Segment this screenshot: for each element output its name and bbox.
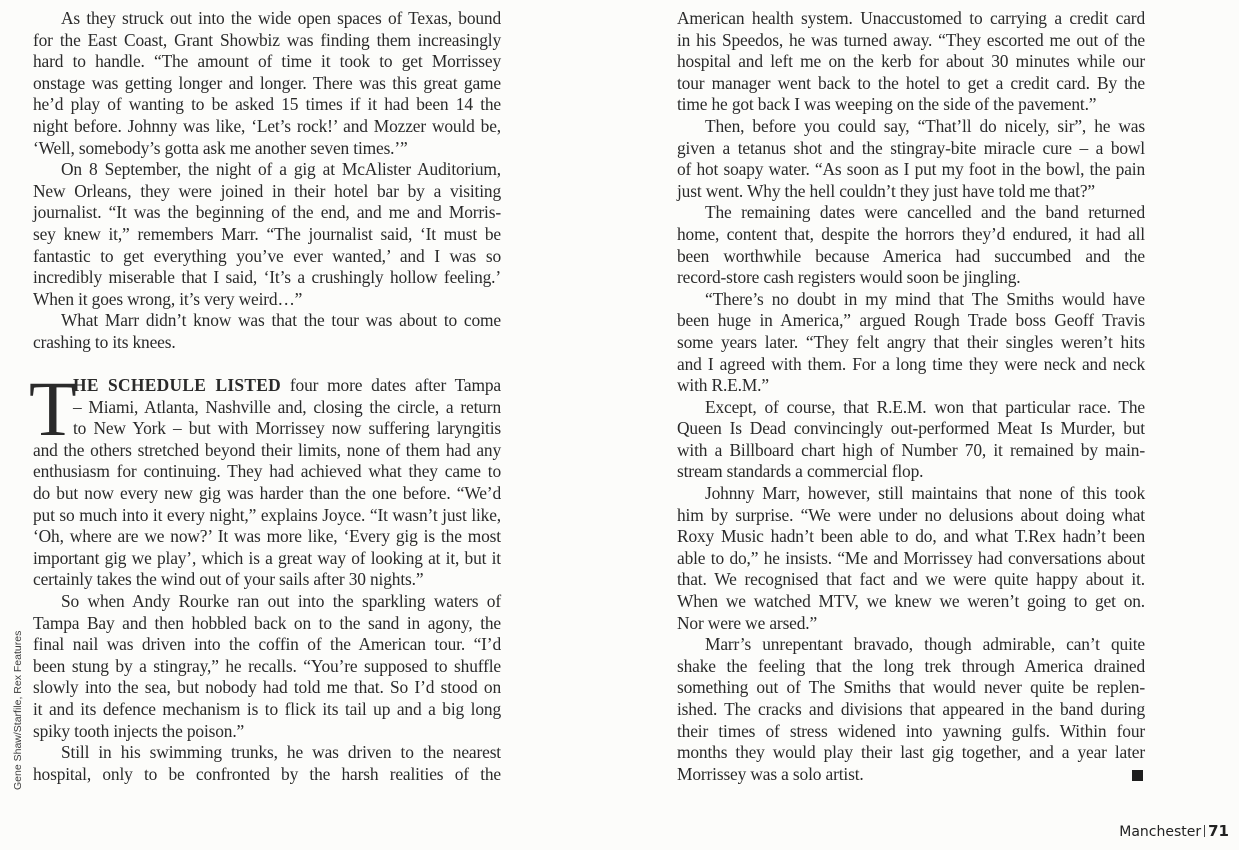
paragraph bbox=[33, 591, 501, 742]
text-line: Tampa Bay and then hobbled back on to the sand in agony, the bbox=[33, 612, 501, 633]
section-gap bbox=[33, 354, 501, 376]
paragraph bbox=[677, 202, 1145, 288]
text-line: What Marr didn’t know was that the tour was about to come bbox=[61, 310, 501, 331]
text-line bbox=[677, 764, 1145, 786]
text-line: On 8 September, the night of a gig at McAlister Auditorium, bbox=[61, 159, 501, 180]
right-column bbox=[677, 8, 1145, 785]
text-line: – Miami, Atlanta, Nashville and, closing the circle, a return bbox=[73, 396, 501, 417]
text-line: been stung by a stingray,” he recalls. “You’re supposed to shuffle bbox=[33, 655, 501, 676]
photo-credit: Gene Shaw/Starfile, Rex Features bbox=[12, 630, 24, 790]
folio-divider bbox=[1204, 825, 1205, 837]
text-line: New Orleans, they were joined in their hotel bar by a visiting bbox=[33, 180, 501, 201]
text-line: been huge in America,” argued Rough Trade boss Geoff Travis bbox=[677, 310, 1145, 331]
text-line: Marr’s unrepentant bravado, though admirable, can’t quite bbox=[705, 634, 1145, 655]
section-opening bbox=[29, 365, 501, 591]
text-line: sey knew it,” remembers Marr. “The journalist said, ‘It must be bbox=[33, 223, 501, 244]
paragraph bbox=[677, 289, 1145, 397]
text-line: Then, before you could say, “That’ll do nicely, sir”, he was bbox=[705, 115, 1145, 136]
text-line: that. We recognised that fact and we were quite happy about it. bbox=[677, 569, 1145, 590]
text-line: with a Billboard chart high of Number 70, it remained by main- bbox=[677, 439, 1145, 460]
text-line: night before. Johnny was like, ‘Let’s rock!’ and Mozzer would be, bbox=[33, 115, 501, 136]
text-line: of hot soapy water. “As soon as I put my foot in the bowl, the pain bbox=[677, 159, 1145, 180]
page-number: 71 bbox=[1208, 822, 1229, 840]
text-line: certainly takes the wind out of your sails after 30 nights.” bbox=[33, 569, 424, 590]
text-line: time he got back I was weeping on the side of the pavement.” bbox=[677, 94, 1097, 115]
text-line bbox=[33, 375, 501, 397]
text-line: slowly into the sea, but nobody had told me that. So I’d stood on bbox=[33, 677, 501, 698]
text-line: been worthwhile because America had succumbed and the bbox=[677, 245, 1145, 266]
text-line: When it goes wrong, it’s very weird…” bbox=[33, 288, 303, 309]
text-line: ‘Well, somebody’s gotta ask me another seven times.’” bbox=[33, 137, 408, 158]
text-line: put so much into it every night,” explains Joyce. “It wasn’t just like, bbox=[33, 504, 501, 525]
text-line: shake the feeling that the long trek through America drained bbox=[677, 655, 1145, 676]
text-line: for the East Coast, Grant Showbiz was finding them increasingly bbox=[33, 29, 501, 50]
text-line: to New York – but with Morrissey now suffering laryngitis bbox=[73, 418, 501, 439]
text-line: in his Speedos, he was turned away. “They escorted me out of the bbox=[677, 29, 1145, 50]
text-line: incredibly miserable that I said, ‘It’s a crushingly hollow feeling.’ bbox=[33, 267, 501, 288]
text-line: As they struck out into the wide open spaces of Texas, bound bbox=[61, 8, 501, 28]
text-line: their times of stress widened into yawning gulfs. Within four bbox=[677, 720, 1145, 741]
text-line: important gig we play’, which is a great way of looking at it, but it bbox=[33, 547, 501, 568]
text-line: and I agreed with them. For a long time they were neck and neck bbox=[677, 353, 1145, 374]
text-line: So when Andy Rourke ran out into the sparkling waters of bbox=[61, 591, 501, 612]
text-line: hospital, only to be confronted by the harsh realities of the bbox=[33, 763, 501, 784]
text-line: hospital and left me on the kerb for about 30 minutes while our bbox=[677, 51, 1145, 72]
paragraph bbox=[33, 8, 501, 159]
text-line: some years later. “They felt angry that their singles weren’t hits bbox=[677, 331, 1145, 352]
text-line: tour manager went back to the hotel to get a credit card. By the bbox=[677, 72, 1145, 93]
text-line: do but now every new gig was harder than the one before. “We’d bbox=[33, 483, 501, 504]
text-line: Except, of course, that R.E.M. won that particular race. The bbox=[705, 396, 1145, 417]
text-line: ‘Oh, where are we now?’ It was more like, ‘Every gig is the most bbox=[33, 526, 501, 547]
text-line: journalist. “It was the beginning of the end, and me and Morris- bbox=[33, 202, 501, 223]
paragraph bbox=[33, 159, 501, 310]
drop-cap: T bbox=[29, 365, 77, 453]
text-line: Queen Is Dead convincingly out-performed Meat Is Murder, but bbox=[677, 418, 1145, 439]
text-line: Nor were we arsed.” bbox=[677, 612, 818, 633]
text-line: given a tetanus shot and the stingray-bite miracle cure – a bowl bbox=[677, 137, 1145, 158]
text-line: The remaining dates were cancelled and the band returned bbox=[705, 202, 1145, 223]
paragraph bbox=[33, 742, 501, 785]
text-line: record-store cash registers would soon be jingling. bbox=[677, 267, 1021, 288]
text-line: it and its defence mechanism is to flick its tail up and a big long bbox=[33, 699, 501, 719]
paragraph bbox=[677, 116, 1145, 202]
section-name: Manchester bbox=[1119, 824, 1202, 840]
text-line: crashing to its knees. bbox=[33, 331, 176, 352]
section-lead-in: HE SCHEDULE LISTED bbox=[73, 375, 282, 396]
text-line: final nail was driven into the coffin of the American tour. “I’d bbox=[33, 634, 501, 655]
end-of-article-square-icon bbox=[1132, 770, 1143, 781]
text-line: spiky tooth injects the poison.” bbox=[33, 720, 245, 741]
text-line: him by surprise. “We were under no delusions about doing what bbox=[677, 504, 1145, 525]
text-line: fantastic to get everything you’ve ever wanted,’ and I was so bbox=[33, 245, 501, 266]
text-line: just went. Why the hell couldn’t they just have told me that?” bbox=[677, 180, 1095, 201]
text-line: with R.E.M.” bbox=[677, 375, 769, 396]
paragraph bbox=[677, 8, 1145, 116]
text-line: and the others stretched beyond their limits, none of them had any bbox=[33, 439, 501, 460]
text-line: When we watched MTV, we knew we weren’t going to get on. bbox=[677, 591, 1145, 612]
text-line: able to do,” he insists. “Me and Morrissey had conversations about bbox=[677, 547, 1145, 568]
text-line: Roxy Music hadn’t been able to do, and what T.Rex hadn’t been bbox=[677, 526, 1145, 547]
paragraph bbox=[677, 634, 1145, 785]
left-column bbox=[29, 8, 501, 785]
text-fragment: Morrissey was a solo artist. bbox=[677, 763, 864, 784]
text-line: Johnny Marr, however, still maintains that none of this took bbox=[705, 483, 1145, 504]
text-line: something out of The Smiths that would never quite be replen- bbox=[677, 677, 1145, 698]
text-line: American health system. Unaccustomed to carrying a credit card bbox=[677, 8, 1145, 28]
text-line: he’d play of wanting to be asked 15 times if it had been 14 the bbox=[33, 94, 501, 115]
text-line: “There’s no doubt in my mind that The Smiths would have bbox=[705, 288, 1145, 309]
text-line: ished. The cracks and divisions that appeared in the band during bbox=[677, 699, 1145, 719]
text-line: Still in his swimming trunks, he was driven to the nearest bbox=[61, 742, 501, 763]
text-line: onstage was getting longer and longer. There was this great game bbox=[33, 72, 501, 93]
paragraph bbox=[677, 397, 1145, 483]
text-line: enthusiasm for continuing. They had achieved what they came to bbox=[33, 461, 501, 482]
page-folio bbox=[1119, 822, 1229, 840]
text-line: home, content that, despite the horrors they’d endured, it had all bbox=[677, 223, 1145, 244]
text-fragment: four more dates after Tampa bbox=[281, 375, 501, 396]
text-line: months they would play their last gig together, and a year later bbox=[677, 742, 1145, 763]
paragraph bbox=[33, 310, 501, 353]
paragraph bbox=[677, 483, 1145, 634]
text-line: hard to handle. “The amount of time it took to get Morrissey bbox=[33, 51, 501, 72]
text-line: stream standards a commercial flop. bbox=[677, 461, 924, 482]
